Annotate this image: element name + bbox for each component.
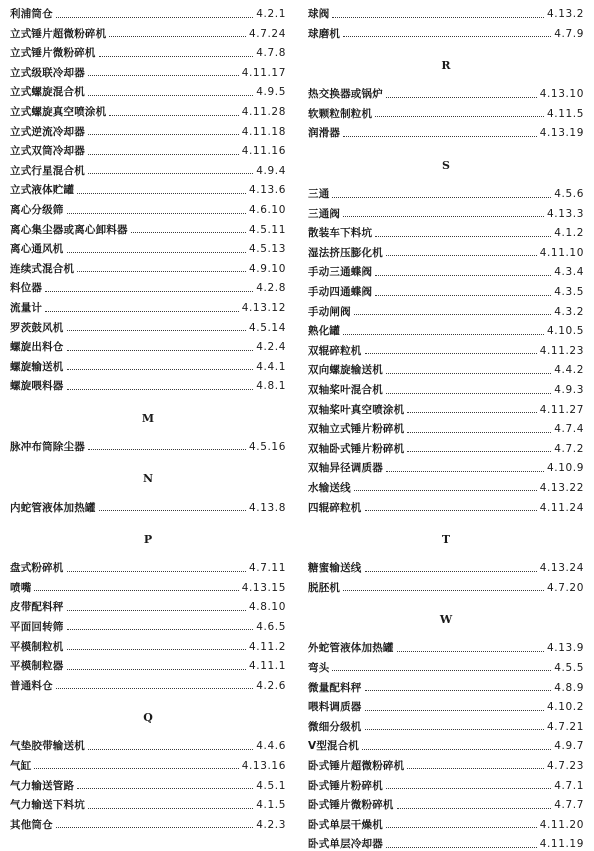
section-reference: 4.9.5	[256, 86, 286, 99]
index-term: 气垫胶带输送机	[10, 740, 85, 753]
index-entry	[10, 176, 286, 196]
section-spacer	[10, 392, 286, 404]
index-entry	[10, 433, 286, 453]
leader-dots	[77, 193, 246, 194]
index-term: 卧式锤片微粉碎机	[308, 799, 394, 812]
section-reference: 4.6.10	[249, 204, 286, 217]
index-term: 内蛇管液体加热罐	[10, 501, 96, 514]
index-entry	[10, 39, 286, 59]
index-term: 双轴异径调质器	[308, 462, 383, 475]
index-term: 皮带配料秤	[10, 601, 64, 614]
index-entry	[10, 353, 286, 373]
leader-dots	[67, 252, 247, 253]
index-term: 立式螺旋真空喷涂机	[10, 106, 107, 119]
index-entry	[10, 652, 286, 672]
index-entry	[308, 415, 584, 435]
section-reference: 4.5.6	[554, 188, 584, 201]
index-term: 卧式锤片超微粉碎机	[308, 759, 405, 772]
index-entry	[308, 454, 584, 474]
index-entry	[10, 274, 286, 294]
index-entry	[308, 376, 584, 396]
index-entry	[10, 118, 286, 138]
section-reference: 4.11.20	[539, 818, 584, 831]
index-entry	[308, 811, 584, 831]
index-entry	[308, 830, 584, 850]
section-letter-heading: N	[142, 472, 154, 486]
index-term: 离心分级筛	[10, 204, 64, 217]
leader-dots	[365, 729, 545, 730]
index-term: 软颗粒制粒机	[308, 107, 373, 120]
index-term: 熟化罐	[308, 325, 341, 338]
index-entry	[308, 100, 584, 120]
section-reference: 4.8.10	[249, 601, 286, 614]
leader-dots	[99, 510, 246, 511]
index-term: 立式螺旋混合机	[10, 86, 85, 99]
section-spacer	[10, 452, 286, 464]
index-term: 手动四通蝶阀	[308, 286, 373, 299]
index-term: 双轴桨叶真空喷涂机	[308, 403, 405, 416]
section-reference: 4.10.2	[547, 701, 584, 714]
section-reference: 4.13.2	[547, 8, 584, 21]
index-entry	[308, 298, 584, 318]
section-reference: 4.2.8	[256, 282, 286, 295]
index-entry	[308, 474, 584, 494]
index-term: 脉冲布筒除尘器	[10, 440, 85, 453]
leader-dots	[343, 334, 544, 335]
index-entry	[308, 219, 584, 239]
index-entry	[10, 20, 286, 40]
leader-dots	[56, 827, 253, 828]
section-reference: 4.11.1	[249, 660, 286, 673]
section-reference: 4.5.11	[249, 223, 286, 236]
section-reference: 4.9.10	[249, 262, 286, 275]
section-reference: 4.11.10	[539, 246, 584, 259]
index-term: 立式锤片超微粉碎机	[10, 27, 107, 40]
section-spacer	[308, 139, 584, 151]
index-entry	[10, 59, 286, 79]
leader-dots	[343, 36, 551, 37]
leader-dots	[332, 197, 551, 198]
leader-dots	[343, 216, 544, 217]
leader-dots	[407, 451, 551, 452]
index-term: 热交换器或锅炉	[308, 88, 383, 101]
leader-dots	[407, 412, 536, 413]
index-term: 弯头	[308, 661, 330, 674]
index-entry	[10, 314, 286, 334]
index-term: 手动闸阀	[308, 305, 351, 318]
leader-dots	[332, 17, 544, 18]
index-entry	[10, 0, 286, 20]
leader-dots	[375, 275, 551, 276]
index-term: 气缸	[10, 759, 32, 772]
leader-dots	[88, 95, 253, 96]
index-term: 双轴立式锤片粉碎机	[308, 423, 405, 436]
section-reference: 4.13.9	[547, 642, 584, 655]
index-entry	[10, 157, 286, 177]
leader-dots	[365, 510, 537, 511]
section-spacer	[308, 39, 584, 51]
leader-dots	[397, 808, 552, 809]
leader-dots	[67, 369, 254, 370]
index-term: 平模制粒器	[10, 660, 64, 673]
index-column-right	[308, 0, 584, 850]
section-reference: 4.11.17	[241, 66, 286, 79]
index-entry	[10, 78, 286, 98]
section-reference: 4.11.19	[539, 838, 584, 851]
leader-dots	[67, 389, 254, 390]
index-term: 卧式锤片粉碎机	[308, 779, 383, 792]
leader-dots	[386, 373, 551, 374]
section-reference: 4.9.3	[554, 384, 584, 396]
index-term: 料位器	[10, 282, 43, 295]
index-term: 连续式混合机	[10, 262, 75, 275]
section-reference: 4.7.23	[547, 759, 584, 772]
index-entry	[10, 137, 286, 157]
index-entry	[308, 356, 584, 376]
leader-dots	[343, 136, 537, 137]
index-entry	[308, 673, 584, 693]
section-reference: 4.4.1	[256, 360, 286, 373]
section-reference: 4.11.2	[249, 640, 286, 653]
section-reference: 4.5.1	[256, 779, 286, 792]
section-letter-heading: T	[441, 533, 451, 547]
index-term: 喷嘴	[10, 581, 32, 594]
leader-dots	[354, 314, 551, 315]
leader-dots	[386, 393, 551, 394]
index-entry	[10, 771, 286, 791]
section-reference: 4.11.16	[241, 145, 286, 158]
index-term: 立式液体贮罐	[10, 184, 75, 197]
leader-dots	[354, 490, 537, 491]
leader-dots	[88, 749, 253, 750]
leader-dots	[56, 17, 253, 18]
leader-dots	[67, 669, 247, 670]
index-term: V型混合机	[308, 740, 360, 753]
section-reference: 4.11.18	[241, 125, 286, 138]
section-reference: 4.13.19	[539, 127, 584, 140]
leader-dots	[67, 330, 247, 331]
index-term: 立式双筒冷却器	[10, 145, 85, 158]
leader-dots	[34, 590, 238, 591]
section-reference: 4.7.11	[249, 562, 286, 575]
section-reference: 4.6.5	[256, 620, 286, 633]
section-reference: 4.10.9	[547, 462, 584, 475]
section-letter-heading: W	[439, 613, 453, 627]
index-entry	[308, 396, 584, 416]
section-reference: 4.7.8	[256, 47, 286, 60]
index-entry	[10, 554, 286, 574]
leader-dots	[365, 571, 537, 572]
index-term: 离心集尘器或离心卸料器	[10, 223, 128, 236]
index-term: 离心通风机	[10, 243, 64, 256]
index-term: 螺旋出料仓	[10, 341, 64, 354]
index-entry	[308, 20, 584, 40]
section-reference: 4.7.1	[554, 779, 584, 792]
section-spacer	[308, 593, 584, 605]
section-reference: 4.2.1	[256, 8, 286, 21]
section-reference: 4.9.4	[256, 164, 286, 177]
index-entry	[10, 613, 286, 633]
leader-dots	[386, 847, 537, 848]
index-entry	[308, 574, 584, 594]
index-entry	[308, 239, 584, 259]
section-reference: 4.2.3	[256, 818, 286, 831]
section-reference: 4.4.2	[554, 364, 584, 377]
index-entry	[308, 791, 584, 811]
leader-dots	[109, 115, 238, 116]
section-reference: 4.13.15	[241, 581, 286, 594]
index-term: 卧式单层冷却器	[308, 838, 383, 851]
leader-dots	[343, 590, 544, 591]
index-entry	[10, 574, 286, 594]
section-letter-heading: P	[143, 533, 153, 547]
leader-dots	[386, 827, 537, 828]
index-term: 螺旋喂料器	[10, 380, 64, 393]
leader-dots	[386, 97, 537, 98]
section-letter-heading: R	[441, 59, 451, 73]
index-term: 喂料调质器	[308, 701, 362, 714]
index-term: 微量配料秤	[308, 681, 362, 694]
section-reference: 4.5.13	[249, 243, 286, 256]
section-reference: 4.13.10	[539, 88, 584, 101]
index-entry	[308, 258, 584, 278]
section-spacer	[10, 691, 286, 703]
index-entry	[308, 317, 584, 337]
index-entry	[308, 180, 584, 200]
leader-dots	[34, 768, 238, 769]
index-term: 双轴卧式锤片粉碎机	[308, 442, 405, 455]
leader-dots	[99, 56, 254, 57]
section-reference: 4.7.2	[554, 442, 584, 455]
leader-dots	[67, 571, 247, 572]
leader-dots	[67, 610, 247, 611]
leader-dots	[375, 295, 551, 296]
index-term: 双轴桨叶混合机	[308, 384, 383, 396]
section-reference: 4.7.4	[554, 423, 584, 436]
section-reference: 4.11.5	[547, 107, 584, 120]
section-reference: 4.13.12	[241, 302, 286, 314]
section-reference: 4.11.27	[539, 403, 584, 416]
index-term: 螺旋输送机	[10, 360, 64, 373]
index-entry	[10, 255, 286, 275]
section-reference: 4.3.5	[554, 286, 584, 299]
section-reference: 4.13.16	[241, 759, 286, 772]
index-entry	[308, 771, 584, 791]
index-term: 微细分级机	[308, 720, 362, 733]
index-entry	[308, 119, 584, 139]
index-entry	[308, 554, 584, 574]
section-reference: 4.7.7	[554, 799, 584, 812]
section-reference: 4.2.6	[256, 679, 286, 692]
index-term: 平面回转筛	[10, 620, 64, 633]
index-entry	[10, 732, 286, 752]
index-entry	[308, 337, 584, 357]
leader-dots	[365, 710, 545, 711]
leader-dots	[386, 471, 544, 472]
section-reference: 4.8.9	[554, 681, 584, 694]
index-entry	[10, 632, 286, 652]
leader-dots	[88, 449, 246, 450]
leader-dots	[88, 154, 239, 155]
section-reference: 4.7.21	[547, 720, 584, 733]
index-entry	[10, 811, 286, 831]
index-entry	[308, 634, 584, 654]
index-entry	[308, 693, 584, 713]
index-entry	[308, 654, 584, 674]
section-reference: 4.9.7	[554, 740, 584, 753]
index-term: 脱胚机	[308, 581, 341, 594]
index-term: 立式行星混合机	[10, 164, 85, 177]
leader-dots	[109, 36, 246, 37]
section-reference: 4.11.28	[241, 106, 286, 119]
index-term: 手动三通蝶阀	[308, 266, 373, 279]
leader-dots	[88, 75, 239, 76]
section-spacer	[10, 513, 286, 525]
section-reference: 4.7.9	[554, 27, 584, 40]
section-reference: 4.11.23	[539, 344, 584, 357]
index-column-left	[10, 0, 286, 830]
index-term: 三通阀	[308, 207, 341, 220]
index-term: 气力输送管路	[10, 779, 75, 792]
leader-dots	[407, 768, 544, 769]
section-reference: 4.10.5	[547, 325, 584, 338]
index-term: 立式逆流冷却器	[10, 125, 85, 138]
leader-dots	[67, 629, 254, 630]
index-term: 外蛇管液体加热罐	[308, 642, 394, 655]
leader-dots	[67, 649, 247, 650]
section-reference: 4.13.3	[547, 207, 584, 220]
section-reference: 4.4.6	[256, 740, 286, 753]
leader-dots	[67, 350, 254, 351]
index-term: 球阀	[308, 8, 330, 21]
index-entry	[10, 493, 286, 513]
section-letter-heading: M	[141, 411, 155, 425]
section-spacer	[308, 513, 584, 525]
index-entry	[10, 791, 286, 811]
index-entry	[10, 216, 286, 236]
section-reference: 4.3.2	[554, 305, 584, 318]
index-entry	[308, 200, 584, 220]
index-term: 双辊碎粒机	[308, 344, 362, 357]
index-term: 球磨机	[308, 27, 341, 40]
index-term: 平模制粒机	[10, 640, 64, 653]
leader-dots	[397, 651, 544, 652]
section-reference: 4.13.24	[539, 562, 584, 575]
index-term: 湿法挤压膨化机	[308, 246, 383, 259]
leader-dots	[77, 271, 246, 272]
index-term: 利浦筒仓	[10, 8, 53, 21]
section-reference: 4.5.16	[249, 440, 286, 453]
index-entry	[10, 98, 286, 118]
index-entry	[308, 713, 584, 733]
leader-dots	[365, 690, 552, 691]
index-term: 盘式粉碎机	[10, 562, 64, 575]
leader-dots	[332, 670, 551, 671]
index-entry	[10, 196, 286, 216]
section-reference: 4.11.24	[539, 501, 584, 514]
section-reference: 4.8.1	[256, 380, 286, 393]
index-term: 立式级联冷却器	[10, 66, 85, 79]
index-term: 润滑器	[308, 127, 341, 140]
index-term: 水输送线	[308, 481, 351, 494]
section-reference: 4.1.5	[256, 799, 286, 812]
leader-dots	[88, 134, 239, 135]
section-reference: 4.5.14	[249, 321, 286, 334]
section-reference: 4.7.20	[547, 581, 584, 594]
index-term: 四辊碎粒机	[308, 501, 362, 514]
index-term: 气力输送下料坑	[10, 799, 85, 812]
index-entry	[10, 235, 286, 255]
section-reference: 4.5.5	[554, 661, 584, 674]
index-entry	[308, 493, 584, 513]
index-entry	[308, 0, 584, 20]
index-term: 散装车下料坑	[308, 227, 373, 240]
index-entry	[308, 732, 584, 752]
index-term: 糖蜜输送线	[308, 562, 362, 575]
index-entry	[308, 80, 584, 100]
index-entry	[10, 593, 286, 613]
index-entry	[10, 752, 286, 772]
leader-dots	[386, 788, 551, 789]
leader-dots	[131, 232, 246, 233]
index-term: 立式锤片微粉碎机	[10, 47, 96, 60]
leader-dots	[88, 808, 253, 809]
index-term: 双向螺旋输送机	[308, 364, 383, 377]
leader-dots	[67, 213, 247, 214]
section-reference: 4.1.2	[554, 227, 584, 240]
section-reference: 4.2.4	[256, 341, 286, 354]
index-entry	[10, 294, 286, 314]
leader-dots	[375, 236, 551, 237]
section-reference: 4.3.4	[554, 266, 584, 279]
index-term: 其他筒仓	[10, 818, 53, 831]
index-term: 流量计	[10, 302, 43, 314]
leader-dots	[77, 788, 253, 789]
leader-dots	[375, 116, 544, 117]
section-reference: 4.13.8	[249, 501, 286, 514]
index-entry	[308, 435, 584, 455]
leader-dots	[88, 173, 253, 174]
section-letter-heading: Q	[143, 711, 153, 725]
section-reference: 4.13.22	[539, 481, 584, 494]
leader-dots	[407, 432, 551, 433]
index-entry	[10, 333, 286, 353]
section-letter-heading: S	[442, 158, 450, 172]
index-entry	[308, 752, 584, 772]
leader-dots	[362, 749, 551, 750]
leader-dots	[45, 291, 253, 292]
leader-dots	[386, 255, 537, 256]
section-reference: 4.7.24	[249, 27, 286, 40]
index-entry	[10, 672, 286, 692]
index-term: 卧式单层干燥机	[308, 818, 383, 831]
index-term: 罗茨鼓风机	[10, 321, 64, 334]
section-reference: 4.13.6	[249, 184, 286, 197]
leader-dots	[365, 353, 537, 354]
index-entry	[10, 372, 286, 392]
index-term: 三通	[308, 188, 330, 201]
index-term: 普通料仓	[10, 679, 53, 692]
leader-dots	[56, 688, 253, 689]
index-entry	[308, 278, 584, 298]
leader-dots	[45, 311, 239, 312]
